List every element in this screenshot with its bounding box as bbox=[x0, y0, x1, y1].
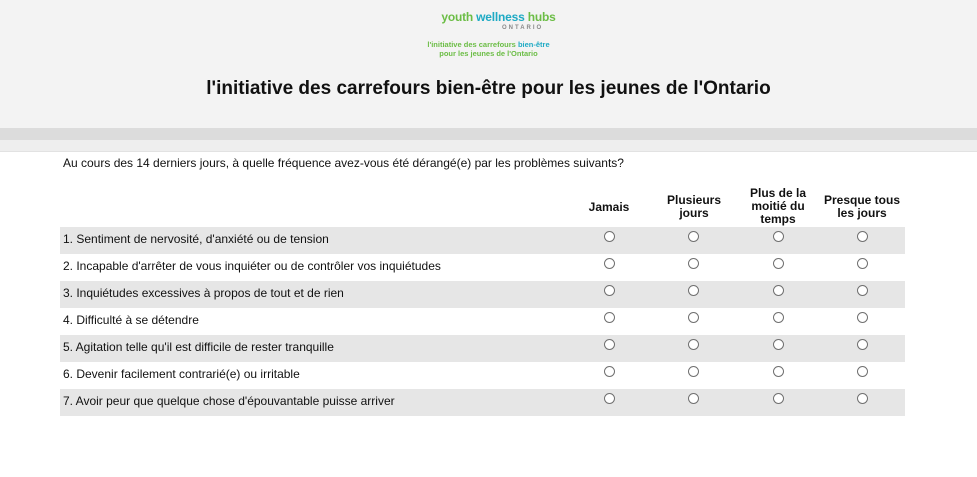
radio-jamais[interactable] bbox=[604, 312, 615, 323]
survey-row bbox=[60, 362, 905, 389]
survey-row bbox=[60, 389, 905, 416]
radio-plusieurs-jours[interactable] bbox=[688, 312, 699, 323]
youth-wellness-hubs-logo bbox=[0, 8, 977, 26]
radio-presque-tous-les-jours[interactable] bbox=[857, 393, 868, 404]
radio-presque-tous-les-jours[interactable] bbox=[857, 312, 868, 323]
radio-plus-de-la-moitie[interactable] bbox=[773, 393, 784, 404]
column-header-plusieurs-jours: Plusieurs jours bbox=[666, 193, 722, 220]
radio-plusieurs-jours[interactable] bbox=[688, 258, 699, 269]
survey-row bbox=[60, 281, 905, 308]
radio-plus-de-la-moitie[interactable] bbox=[773, 339, 784, 350]
radio-plus-de-la-moitie[interactable] bbox=[773, 258, 784, 269]
radio-plusieurs-jours[interactable] bbox=[688, 366, 699, 377]
radio-plus-de-la-moitie[interactable] bbox=[773, 312, 784, 323]
radio-jamais[interactable] bbox=[604, 339, 615, 350]
header-divider-band bbox=[0, 128, 977, 140]
header-divider-band-light bbox=[0, 140, 977, 152]
radio-presque-tous-les-jours[interactable] bbox=[857, 366, 868, 377]
survey-row bbox=[60, 335, 905, 362]
radio-jamais[interactable] bbox=[604, 285, 615, 296]
row-label: 4. Difficulté à se détendre bbox=[63, 313, 199, 327]
logo-french-wordmark: l'initiative des carrefours bien-être pour les jeunes de l'Ontario bbox=[427, 40, 550, 58]
radio-plusieurs-jours[interactable] bbox=[688, 285, 699, 296]
logo-wordmark: youth wellness hubs bbox=[441, 10, 556, 24]
radio-presque-tous-les-jours[interactable] bbox=[857, 258, 868, 269]
column-header-jamais: Jamais bbox=[588, 200, 630, 214]
column-header-presque-tous-les-jours: Presque tous les jours bbox=[823, 193, 901, 220]
logo-ontario-text: ONTARIO bbox=[502, 25, 544, 31]
radio-plusieurs-jours[interactable] bbox=[688, 231, 699, 242]
radio-plusieurs-jours[interactable] bbox=[688, 393, 699, 404]
survey-row bbox=[60, 227, 905, 254]
row-label: 5. Agitation telle qu'il est difficile de rester tranquille bbox=[63, 340, 334, 354]
survey-matrix bbox=[60, 227, 905, 416]
row-label: 3. Inquiétudes excessives à propos de tout et de rien bbox=[63, 286, 344, 300]
radio-presque-tous-les-jours[interactable] bbox=[857, 339, 868, 350]
radio-plus-de-la-moitie[interactable] bbox=[773, 366, 784, 377]
page-title: l'initiative des carrefours bien-être pour les jeunes de l'Ontario bbox=[206, 78, 771, 99]
radio-plus-de-la-moitie[interactable] bbox=[773, 231, 784, 242]
column-header-plus-de-la-moitie: Plus de la moitié du temps bbox=[749, 186, 807, 226]
survey-row bbox=[60, 254, 905, 281]
page-header bbox=[0, 0, 977, 128]
survey-row bbox=[60, 308, 905, 335]
row-label: 6. Devenir facilement contrarié(e) ou irritable bbox=[63, 367, 300, 381]
row-label: 7. Avoir peur que quelque chose d'épouvantable puisse arriver bbox=[63, 394, 395, 408]
radio-jamais[interactable] bbox=[604, 366, 615, 377]
survey-question: Au cours des 14 derniers jours, à quelle fréquence avez-vous été dérangé(e) par les problèmes suivants? bbox=[63, 156, 624, 170]
radio-plusieurs-jours[interactable] bbox=[688, 339, 699, 350]
radio-presque-tous-les-jours[interactable] bbox=[857, 231, 868, 242]
radio-jamais[interactable] bbox=[604, 393, 615, 404]
radio-plus-de-la-moitie[interactable] bbox=[773, 285, 784, 296]
radio-jamais[interactable] bbox=[604, 231, 615, 242]
radio-jamais[interactable] bbox=[604, 258, 615, 269]
row-label: 1. Sentiment de nervosité, d'anxiété ou de tension bbox=[63, 232, 329, 246]
row-label: 2. Incapable d'arrêter de vous inquiéter ou de contrôler vos inquiétudes bbox=[63, 259, 441, 273]
radio-presque-tous-les-jours[interactable] bbox=[857, 285, 868, 296]
